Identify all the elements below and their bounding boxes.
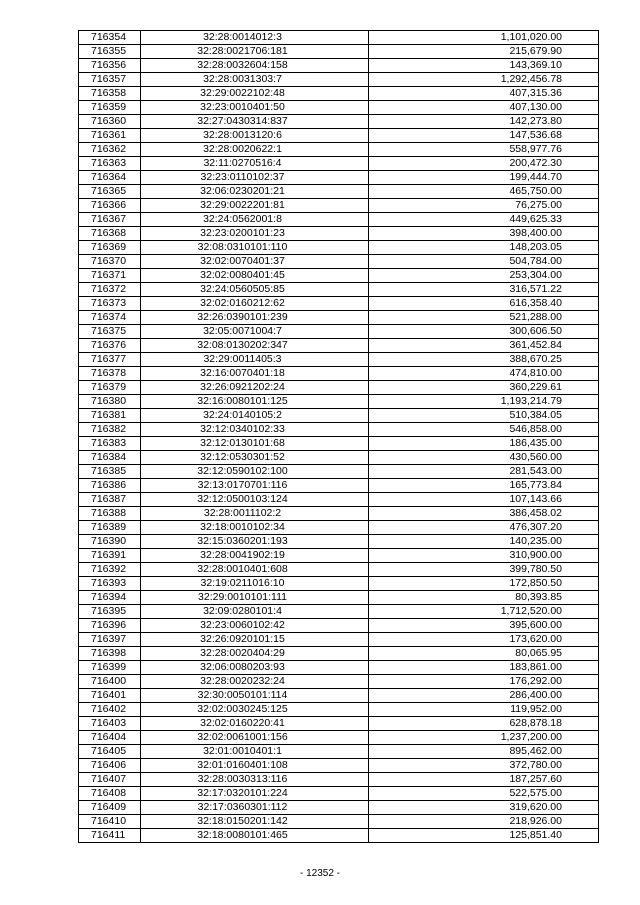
table-row <box>79 227 599 241</box>
cadastral-number-cell: 32:18:0010102:34 <box>141 521 369 535</box>
cadastral-number-cell: 32:28:0010401:608 <box>141 563 369 577</box>
table-row <box>79 395 599 409</box>
amount-cell: 1,237,200.00 <box>369 731 599 745</box>
record-id-cell: 716401 <box>79 689 141 703</box>
table-row <box>79 115 599 129</box>
amount-cell: 372,780.00 <box>369 759 599 773</box>
amount-cell: 286,400.00 <box>369 689 599 703</box>
table-row <box>79 829 599 843</box>
amount-cell: 76,275.00 <box>369 199 599 213</box>
table-row <box>79 45 599 59</box>
record-id-cell: 716375 <box>79 325 141 339</box>
table-row <box>79 759 599 773</box>
cadastral-number-cell: 32:28:0021706:181 <box>141 45 369 59</box>
amount-cell: 476,307.20 <box>369 521 599 535</box>
cadastral-number-cell: 32:12:0130101:68 <box>141 437 369 451</box>
table-row <box>79 731 599 745</box>
record-id-cell: 716371 <box>79 269 141 283</box>
cadastral-number-cell: 32:01:0160401:108 <box>141 759 369 773</box>
record-id-cell: 716396 <box>79 619 141 633</box>
record-id-cell: 716354 <box>79 31 141 45</box>
record-id-cell: 716377 <box>79 353 141 367</box>
records-table-body <box>79 31 599 843</box>
table-row <box>79 717 599 731</box>
record-id-cell: 716391 <box>79 549 141 563</box>
amount-cell: 140,235.00 <box>369 535 599 549</box>
table-row <box>79 661 599 675</box>
cadastral-number-cell: 32:28:0041902:19 <box>141 549 369 563</box>
cadastral-number-cell: 32:02:0160220:41 <box>141 717 369 731</box>
record-id-cell: 716399 <box>79 661 141 675</box>
record-id-cell: 716409 <box>79 801 141 815</box>
table-row <box>79 213 599 227</box>
cadastral-number-cell: 32:08:0310101:110 <box>141 241 369 255</box>
amount-cell: 407,130.00 <box>369 101 599 115</box>
amount-cell: 183,861.00 <box>369 661 599 675</box>
amount-cell: 119,952.00 <box>369 703 599 717</box>
amount-cell: 172,850.50 <box>369 577 599 591</box>
record-id-cell: 716385 <box>79 465 141 479</box>
table-row <box>79 787 599 801</box>
amount-cell: 616,358.40 <box>369 297 599 311</box>
cadastral-number-cell: 32:29:0022102:48 <box>141 87 369 101</box>
cadastral-number-cell: 32:13:0170701:116 <box>141 479 369 493</box>
cadastral-number-cell: 32:18:0080101:465 <box>141 829 369 843</box>
amount-cell: 558,977.76 <box>369 143 599 157</box>
table-row <box>79 241 599 255</box>
table-row <box>79 493 599 507</box>
cadastral-number-cell: 32:12:0500103:124 <box>141 493 369 507</box>
record-id-cell: 716406 <box>79 759 141 773</box>
amount-cell: 361,452.84 <box>369 339 599 353</box>
cadastral-number-cell: 32:06:0230201:21 <box>141 185 369 199</box>
amount-cell: 474,810.00 <box>369 367 599 381</box>
amount-cell: 1,712,520.00 <box>369 605 599 619</box>
cadastral-number-cell: 32:12:0530301:52 <box>141 451 369 465</box>
cadastral-number-cell: 32:30:0050101:114 <box>141 689 369 703</box>
cadastral-number-cell: 32:28:0032604:158 <box>141 59 369 73</box>
amount-cell: 80,393.85 <box>369 591 599 605</box>
record-id-cell: 716383 <box>79 437 141 451</box>
cadastral-number-cell: 32:29:0022201:81 <box>141 199 369 213</box>
cadastral-number-cell: 32:02:0061001:156 <box>141 731 369 745</box>
table-row <box>79 325 599 339</box>
record-id-cell: 716405 <box>79 745 141 759</box>
record-id-cell: 716373 <box>79 297 141 311</box>
amount-cell: 1,193,214.79 <box>369 395 599 409</box>
cadastral-number-cell: 32:28:0011102:2 <box>141 507 369 521</box>
cadastral-number-cell: 32:28:0013120:6 <box>141 129 369 143</box>
record-id-cell: 716403 <box>79 717 141 731</box>
cadastral-number-cell: 32:08:0130202:347 <box>141 339 369 353</box>
table-row <box>79 311 599 325</box>
cadastral-number-cell: 32:16:0080101:125 <box>141 395 369 409</box>
records-table <box>78 30 599 843</box>
table-row <box>79 773 599 787</box>
table-row <box>79 591 599 605</box>
record-id-cell: 716363 <box>79 157 141 171</box>
cadastral-number-cell: 32:09:0280101:4 <box>141 605 369 619</box>
record-id-cell: 716411 <box>79 829 141 843</box>
record-id-cell: 716407 <box>79 773 141 787</box>
cadastral-number-cell: 32:23:0200101:23 <box>141 227 369 241</box>
amount-cell: 80,065.95 <box>369 647 599 661</box>
record-id-cell: 716400 <box>79 675 141 689</box>
table-row <box>79 199 599 213</box>
record-id-cell: 716357 <box>79 73 141 87</box>
amount-cell: 319,620.00 <box>369 801 599 815</box>
record-id-cell: 716367 <box>79 213 141 227</box>
cadastral-number-cell: 32:01:0010401:1 <box>141 745 369 759</box>
cadastral-number-cell: 32:12:0340102:33 <box>141 423 369 437</box>
cadastral-number-cell: 32:26:0921202:24 <box>141 381 369 395</box>
amount-cell: 449,625.33 <box>369 213 599 227</box>
amount-cell: 173,620.00 <box>369 633 599 647</box>
amount-cell: 546,858.00 <box>369 423 599 437</box>
cadastral-number-cell: 32:28:0020622:1 <box>141 143 369 157</box>
amount-cell: 504,784.00 <box>369 255 599 269</box>
table-row <box>79 619 599 633</box>
cadastral-number-cell: 32:18:0150201:142 <box>141 815 369 829</box>
cadastral-number-cell: 32:19:0211016:10 <box>141 577 369 591</box>
record-id-cell: 716359 <box>79 101 141 115</box>
record-id-cell: 716361 <box>79 129 141 143</box>
record-id-cell: 716387 <box>79 493 141 507</box>
amount-cell: 200,472.30 <box>369 157 599 171</box>
cadastral-number-cell: 32:27:0430314:837 <box>141 115 369 129</box>
cadastral-number-cell: 32:11:0270516:4 <box>141 157 369 171</box>
table-row <box>79 381 599 395</box>
table-row <box>79 815 599 829</box>
record-id-cell: 716386 <box>79 479 141 493</box>
table-row <box>79 255 599 269</box>
table-row <box>79 689 599 703</box>
record-id-cell: 716356 <box>79 59 141 73</box>
record-id-cell: 716358 <box>79 87 141 101</box>
amount-cell: 199,444.70 <box>369 171 599 185</box>
cadastral-number-cell: 32:28:0031303:7 <box>141 73 369 87</box>
table-row <box>79 535 599 549</box>
cadastral-number-cell: 32:17:0320101:224 <box>141 787 369 801</box>
table-row <box>79 423 599 437</box>
cadastral-number-cell: 32:05:0071004:7 <box>141 325 369 339</box>
cadastral-number-cell: 32:15:0360201:193 <box>141 535 369 549</box>
amount-cell: 165,773.84 <box>369 479 599 493</box>
table-row <box>79 353 599 367</box>
amount-cell: 465,750.00 <box>369 185 599 199</box>
record-id-cell: 716380 <box>79 395 141 409</box>
cadastral-number-cell: 32:28:0030313:116 <box>141 773 369 787</box>
record-id-cell: 716392 <box>79 563 141 577</box>
record-id-cell: 716379 <box>79 381 141 395</box>
cadastral-number-cell: 32:17:0360301:112 <box>141 801 369 815</box>
amount-cell: 147,536.68 <box>369 129 599 143</box>
cadastral-number-cell: 32:24:0562001:8 <box>141 213 369 227</box>
cadastral-number-cell: 32:23:0060102:42 <box>141 619 369 633</box>
record-id-cell: 716366 <box>79 199 141 213</box>
cadastral-number-cell: 32:02:0080401:45 <box>141 269 369 283</box>
table-row <box>79 675 599 689</box>
record-id-cell: 716397 <box>79 633 141 647</box>
table-row <box>79 185 599 199</box>
cadastral-number-cell: 32:02:0160212:62 <box>141 297 369 311</box>
amount-cell: 388,670.25 <box>369 353 599 367</box>
table-row <box>79 339 599 353</box>
amount-cell: 628,878.18 <box>369 717 599 731</box>
record-id-cell: 716374 <box>79 311 141 325</box>
cadastral-number-cell: 32:24:0140105:2 <box>141 409 369 423</box>
table-row <box>79 59 599 73</box>
amount-cell: 187,257.60 <box>369 773 599 787</box>
table-row <box>79 521 599 535</box>
table-row <box>79 703 599 717</box>
table-row <box>79 577 599 591</box>
amount-cell: 215,679.90 <box>369 45 599 59</box>
table-row <box>79 73 599 87</box>
cadastral-number-cell: 32:26:0920101:15 <box>141 633 369 647</box>
record-id-cell: 716364 <box>79 171 141 185</box>
table-row <box>79 451 599 465</box>
cadastral-number-cell: 32:23:0110102:37 <box>141 171 369 185</box>
amount-cell: 142,273.80 <box>369 115 599 129</box>
record-id-cell: 716382 <box>79 423 141 437</box>
table-row <box>79 87 599 101</box>
table-row <box>79 101 599 115</box>
amount-cell: 398,400.00 <box>369 227 599 241</box>
table-row <box>79 507 599 521</box>
record-id-cell: 716398 <box>79 647 141 661</box>
amount-cell: 395,600.00 <box>369 619 599 633</box>
record-id-cell: 716365 <box>79 185 141 199</box>
amount-cell: 407,315.36 <box>369 87 599 101</box>
amount-cell: 281,543.00 <box>369 465 599 479</box>
cadastral-number-cell: 32:02:0070401:37 <box>141 255 369 269</box>
record-id-cell: 716378 <box>79 367 141 381</box>
table-row <box>79 605 599 619</box>
amount-cell: 399,780.50 <box>369 563 599 577</box>
table-row <box>79 647 599 661</box>
cadastral-number-cell: 32:23:0010401:50 <box>141 101 369 115</box>
record-id-cell: 716390 <box>79 535 141 549</box>
cadastral-number-cell: 32:28:0020404:29 <box>141 647 369 661</box>
record-id-cell: 716368 <box>79 227 141 241</box>
cadastral-number-cell: 32:24:0560505:85 <box>141 283 369 297</box>
table-row <box>79 297 599 311</box>
cadastral-number-cell: 32:29:0010101:111 <box>141 591 369 605</box>
record-id-cell: 716389 <box>79 521 141 535</box>
table-row <box>79 549 599 563</box>
amount-cell: 125,851.40 <box>369 829 599 843</box>
record-id-cell: 716384 <box>79 451 141 465</box>
cadastral-number-cell: 32:02:0030245:125 <box>141 703 369 717</box>
record-id-cell: 716408 <box>79 787 141 801</box>
amount-cell: 386,458.02 <box>369 507 599 521</box>
cadastral-number-cell: 32:29:0011405:3 <box>141 353 369 367</box>
amount-cell: 316,571.22 <box>369 283 599 297</box>
record-id-cell: 716394 <box>79 591 141 605</box>
table-row <box>79 745 599 759</box>
record-id-cell: 716362 <box>79 143 141 157</box>
table-row <box>79 367 599 381</box>
record-id-cell: 716370 <box>79 255 141 269</box>
table-row <box>79 143 599 157</box>
amount-cell: 218,926.00 <box>369 815 599 829</box>
cadastral-number-cell: 32:28:0014012:3 <box>141 31 369 45</box>
amount-cell: 176,292.00 <box>369 675 599 689</box>
amount-cell: 522,575.00 <box>369 787 599 801</box>
table-row <box>79 437 599 451</box>
cadastral-number-cell: 32:28:0020232:24 <box>141 675 369 689</box>
record-id-cell: 716402 <box>79 703 141 717</box>
record-id-cell: 716372 <box>79 283 141 297</box>
record-id-cell: 716376 <box>79 339 141 353</box>
amount-cell: 895,462.00 <box>369 745 599 759</box>
cadastral-number-cell: 32:26:0390101:239 <box>141 311 369 325</box>
amount-cell: 148,203.05 <box>369 241 599 255</box>
amount-cell: 310,900.00 <box>369 549 599 563</box>
record-id-cell: 716410 <box>79 815 141 829</box>
record-id-cell: 716369 <box>79 241 141 255</box>
amount-cell: 107,143.66 <box>369 493 599 507</box>
cadastral-number-cell: 32:06:0080203:93 <box>141 661 369 675</box>
table-row <box>79 633 599 647</box>
table-row <box>79 129 599 143</box>
table-row <box>79 409 599 423</box>
amount-cell: 360,229.61 <box>369 381 599 395</box>
amount-cell: 186,435.00 <box>369 437 599 451</box>
table-row <box>79 479 599 493</box>
record-id-cell: 716393 <box>79 577 141 591</box>
page-number: - 12352 - <box>299 868 341 879</box>
table-row <box>79 269 599 283</box>
record-id-cell: 716404 <box>79 731 141 745</box>
table-row <box>79 465 599 479</box>
record-id-cell: 716381 <box>79 409 141 423</box>
table-row <box>79 171 599 185</box>
amount-cell: 510,384.05 <box>369 409 599 423</box>
amount-cell: 143,369.10 <box>369 59 599 73</box>
table-row <box>79 283 599 297</box>
amount-cell: 300,606.50 <box>369 325 599 339</box>
record-id-cell: 716388 <box>79 507 141 521</box>
amount-cell: 1,292,456.78 <box>369 73 599 87</box>
amount-cell: 430,560.00 <box>369 451 599 465</box>
cadastral-number-cell: 32:12:0590102:100 <box>141 465 369 479</box>
record-id-cell: 716355 <box>79 45 141 59</box>
cadastral-number-cell: 32:16:0070401:18 <box>141 367 369 381</box>
amount-cell: 1,101,020.00 <box>369 31 599 45</box>
table-row <box>79 31 599 45</box>
amount-cell: 521,288.00 <box>369 311 599 325</box>
table-row <box>79 157 599 171</box>
table-row <box>79 563 599 577</box>
record-id-cell: 716395 <box>79 605 141 619</box>
table-row <box>79 801 599 815</box>
record-id-cell: 716360 <box>79 115 141 129</box>
amount-cell: 253,304.00 <box>369 269 599 283</box>
